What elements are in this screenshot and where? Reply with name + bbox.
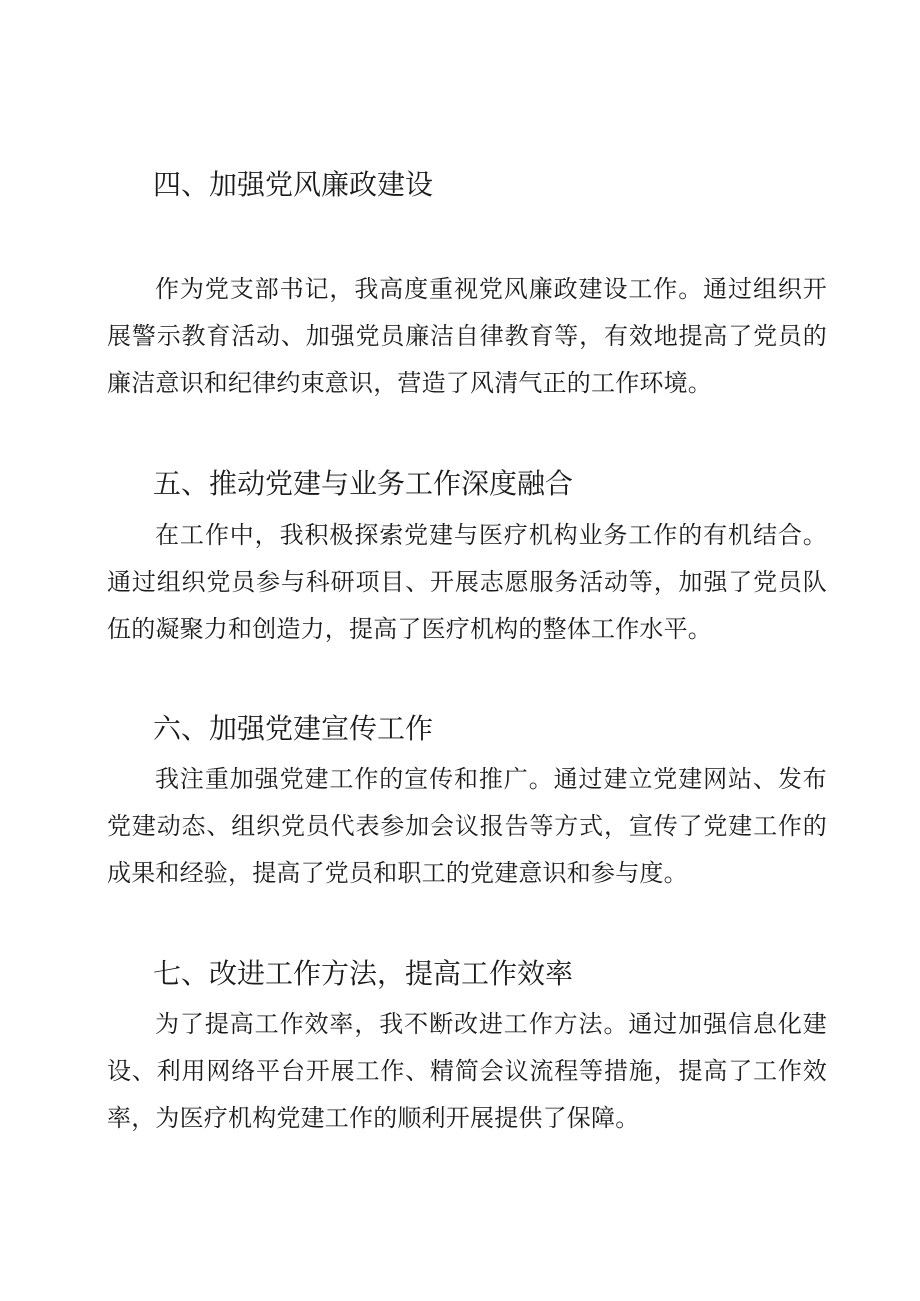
section-body-5: 在工作中，我积极探索党建与医疗机构业务工作的有机结合。通过组织党员参与科研项目、开展志愿服务活动等，加强了党员队伍的凝聚力和创造力，提高了医疗机构的整体工作水平。 xyxy=(107,521,827,643)
section-heading-6: 六、加强党建宣传工作 xyxy=(153,712,434,745)
section-heading-4: 四、加强党风廉政建设 xyxy=(153,168,434,201)
section-heading-7: 七、改进工作方法，提高工作效率 xyxy=(153,957,574,990)
section-body-7: 为了提高工作效率，我不断改进工作方法。通过加强信息化建设、利用网络平台开展工作、精简会议流程等措施，提高了工作效率，为医疗机构党建工作的顺利开展提供了保障。 xyxy=(107,1010,827,1132)
section-heading-5: 五、推动党建与业务工作深度融合 xyxy=(153,467,574,500)
section-body-6: 我注重加强党建工作的宣传和推广。通过建立党建网站、发布党建动态、组织党员代表参加会议报告等方式，宣传了党建工作的成果和经验，提高了党员和职工的党建意识和参与度。 xyxy=(107,765,827,887)
section-body-4: 作为党支部书记，我高度重视党风廉政建设工作。通过组织开展警示教育活动、加强党员廉洁自律教育等，有效地提高了党员的廉洁意识和纪律约束意识，营造了风清气正的工作环境。 xyxy=(107,275,827,397)
